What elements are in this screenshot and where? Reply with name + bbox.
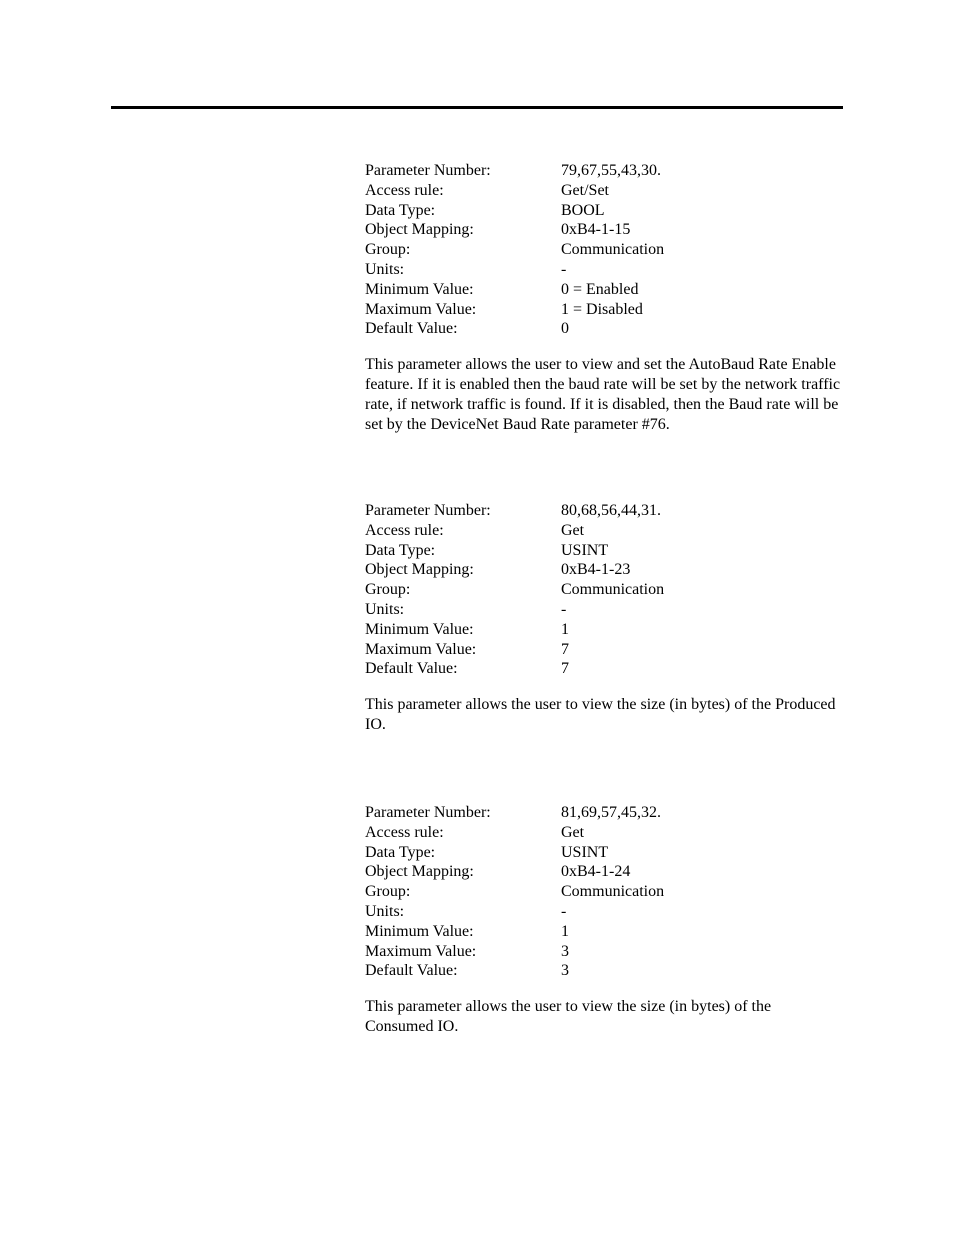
parameter-value: USINT: [561, 843, 609, 861]
header-rule: [111, 106, 843, 109]
parameter-value: Communication: [561, 883, 665, 901]
parameter-value: 1 = Disabled: [561, 300, 643, 318]
parameter-table: [365, 501, 664, 679]
parameter-description: This parameter allows the user to view the size (in bytes) of the Consumed IO.: [365, 998, 772, 1035]
parameter-row: [365, 600, 664, 620]
parameter-row: [365, 882, 664, 902]
parameter-value: 0 = Enabled: [561, 280, 639, 298]
parameter-value: -: [561, 260, 567, 278]
parameter-row: [365, 501, 664, 521]
parameter-label: Minimum Value:: [365, 280, 474, 298]
parameter-value: 0xB4-1-15: [561, 221, 631, 239]
parameter-table: [365, 803, 664, 981]
parameter-value: Get: [561, 521, 585, 539]
parameter-row: [365, 521, 664, 541]
parameter-label: Access rule:: [365, 823, 444, 841]
parameter-label: Group:: [365, 883, 411, 901]
parameter-label: Access rule:: [365, 521, 444, 539]
parameter-value: -: [561, 902, 567, 920]
parameter-row: [365, 803, 664, 823]
parameter-label: Default Value:: [365, 660, 458, 678]
parameter-label: Default Value:: [365, 962, 458, 980]
parameter-value: 81,69,57,45,32.: [561, 804, 661, 821]
parameter-description: This parameter allows the user to view and set the AutoBaud Rate Enable feature. If it is enabled then the baud rate will be set by the network traffic rate, if network traffic is found. If it is disabled, then the Baud rate will be set by the DeviceNet Baud Rate parameter #76.: [365, 356, 841, 433]
parameter-row: [365, 300, 664, 320]
parameter-label: Default Value:: [365, 320, 458, 338]
parameter-value: 7: [561, 640, 569, 658]
parameter-row: [365, 181, 664, 201]
parameter-value: BOOL: [561, 201, 605, 219]
parameter-value: 0xB4-1-24: [561, 863, 631, 881]
parameter-value: 0xB4-1-23: [561, 561, 631, 579]
parameter-label: Units:: [365, 260, 405, 278]
parameter-row: [365, 823, 664, 843]
parameter-label: Maximum Value:: [365, 942, 477, 960]
parameter-value: 3: [561, 942, 569, 960]
parameter-row: [365, 201, 664, 221]
parameter-label: Data Type:: [365, 843, 436, 861]
parameter-value: -: [561, 600, 567, 618]
parameter-value: 0: [561, 320, 569, 338]
parameter-row: [365, 620, 664, 640]
parameter-row: [365, 942, 664, 962]
parameter-label: Parameter Number:: [365, 804, 491, 821]
parameter-table: [365, 161, 664, 339]
parameter-value: 7: [561, 660, 569, 678]
parameter-value: Communication: [561, 581, 665, 599]
parameter-value: Get/Set: [561, 181, 609, 199]
parameter-row: [365, 319, 664, 339]
parameter-label: Object Mapping:: [365, 221, 474, 239]
parameter-row: [365, 260, 664, 280]
parameter-label: Minimum Value:: [365, 620, 474, 638]
parameter-label: Access rule:: [365, 181, 444, 199]
parameter-row: [365, 961, 664, 981]
parameter-row: [365, 922, 664, 942]
parameter-row: [365, 862, 664, 882]
parameter-row: [365, 843, 664, 863]
parameter-label: Units:: [365, 902, 405, 920]
parameter-value: 80,68,56,44,31.: [561, 502, 661, 519]
parameter-value: Get: [561, 823, 585, 841]
parameter-label: Object Mapping:: [365, 561, 474, 579]
parameter-row: [365, 161, 664, 181]
parameter-label: Parameter Number:: [365, 162, 491, 179]
parameter-label: Data Type:: [365, 201, 436, 219]
parameter-value: 79,67,55,43,30.: [561, 162, 661, 179]
parameter-label: Maximum Value:: [365, 640, 477, 658]
parameter-value: Communication: [561, 241, 665, 259]
parameter-row: [365, 240, 664, 260]
parameter-value: 1: [561, 620, 569, 638]
parameter-block-produced-io: [365, 501, 845, 735]
parameter-block-consumed-io: [365, 803, 845, 1037]
parameter-block-autobaud: [365, 161, 845, 434]
parameter-label: Data Type:: [365, 541, 436, 559]
parameter-row: [365, 220, 664, 240]
parameter-value: 1: [561, 922, 569, 940]
parameter-label: Parameter Number:: [365, 502, 491, 519]
parameter-label: Units:: [365, 600, 405, 618]
parameter-value: 3: [561, 962, 569, 980]
parameter-label: Group:: [365, 581, 411, 599]
parameter-value: USINT: [561, 541, 609, 559]
parameter-label: Object Mapping:: [365, 863, 474, 881]
parameter-label: Maximum Value:: [365, 300, 477, 318]
parameter-row: [365, 640, 664, 660]
parameter-row: [365, 902, 664, 922]
parameter-label: Minimum Value:: [365, 922, 474, 940]
parameter-row: [365, 280, 664, 300]
parameter-row: [365, 580, 664, 600]
parameter-row: [365, 560, 664, 580]
parameter-label: Group:: [365, 241, 411, 259]
parameter-row: [365, 659, 664, 679]
parameter-description: This parameter allows the user to view the size (in bytes) of the Produced IO.: [365, 696, 836, 733]
parameter-row: [365, 541, 664, 561]
